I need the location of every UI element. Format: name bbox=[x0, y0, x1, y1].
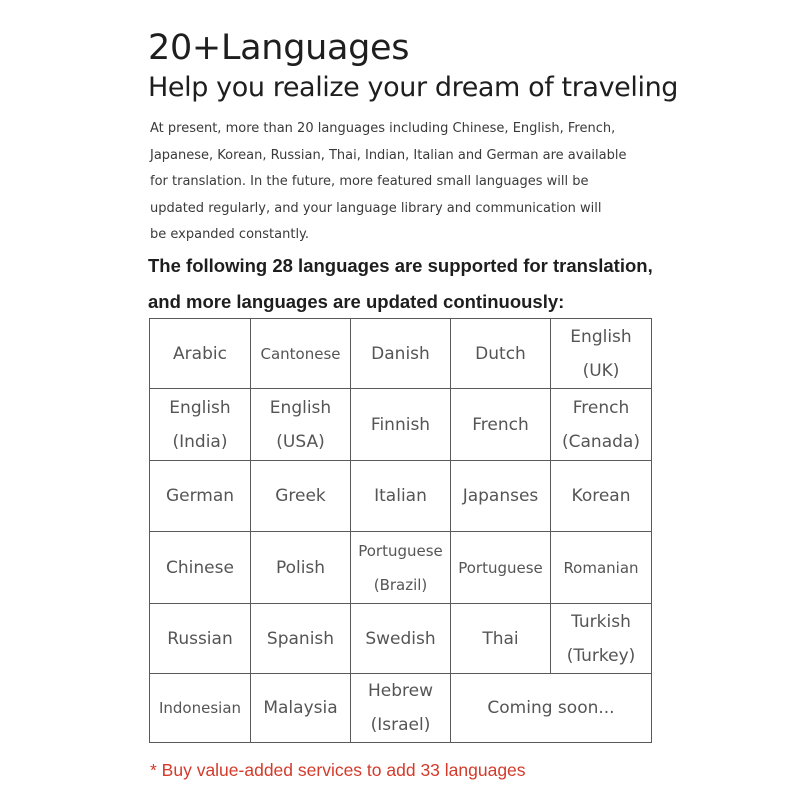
language-cell: Spanish bbox=[251, 604, 351, 674]
language-cell: Chinese bbox=[150, 532, 251, 604]
intro-line: for translation. In the future, more featured small languages will be bbox=[150, 174, 589, 189]
language-cell: Finnish bbox=[351, 389, 451, 461]
language-cell: Turkish (Turkey) bbox=[551, 604, 652, 674]
table-row bbox=[150, 532, 652, 604]
language-cell: Dutch bbox=[451, 319, 551, 389]
language-cell: Korean bbox=[551, 461, 652, 532]
language-cell: Japanses bbox=[451, 461, 551, 532]
language-cell: Danish bbox=[351, 319, 451, 389]
language-cell: German bbox=[150, 461, 251, 532]
intro-line: updated regularly, and your language library and communication will bbox=[150, 200, 602, 216]
table-row bbox=[150, 674, 652, 743]
intro-line: be expanded constantly. bbox=[150, 227, 310, 242]
language-cell: Romanian bbox=[551, 532, 652, 604]
language-cell: Thai bbox=[451, 604, 551, 674]
language-cell: Portuguese bbox=[451, 532, 551, 604]
language-cell: English (USA) bbox=[251, 389, 351, 461]
page-title: 20+Languages bbox=[148, 28, 410, 68]
language-cell: Malaysia bbox=[251, 674, 351, 743]
language-cell: English (India) bbox=[150, 389, 251, 461]
intro-line: At present, more than 20 languages including Chinese, English, French, bbox=[150, 121, 616, 136]
language-cell: Greek bbox=[251, 461, 351, 532]
page-subtitle: Help you realize your dream of traveling bbox=[148, 72, 679, 103]
table-row bbox=[150, 604, 652, 674]
language-cell: English (UK) bbox=[551, 319, 652, 389]
language-cell: Arabic bbox=[150, 319, 251, 389]
language-cell: Swedish bbox=[351, 604, 451, 674]
language-cell: Cantonese bbox=[251, 319, 351, 389]
heading-line: and more languages are updated continuously: bbox=[148, 291, 565, 312]
language-cell: Portuguese (Brazil) bbox=[351, 532, 451, 604]
intro-paragraph bbox=[150, 116, 670, 249]
language-cell: Polish bbox=[251, 532, 351, 604]
language-cell: Indonesian bbox=[150, 674, 251, 743]
language-cell: French bbox=[451, 389, 551, 461]
language-cell: French (Canada) bbox=[551, 389, 652, 461]
language-cell: Hebrew (Israel) bbox=[351, 674, 451, 743]
table-row bbox=[150, 461, 652, 532]
coming-soon-cell: Coming soon... bbox=[451, 674, 652, 743]
supported-languages-heading bbox=[148, 248, 708, 320]
language-table bbox=[149, 318, 652, 743]
table-row bbox=[150, 389, 652, 461]
intro-line: Japanese, Korean, Russian, Thai, Indian, Italian and German are available bbox=[150, 147, 627, 163]
heading-line: The following 28 languages are supported for translation, bbox=[148, 255, 653, 276]
language-cell: Italian bbox=[351, 461, 451, 532]
language-cell: Russian bbox=[150, 604, 251, 674]
table-row bbox=[150, 319, 652, 389]
value-added-footnote: * Buy value-added services to add 33 languages bbox=[150, 760, 526, 780]
